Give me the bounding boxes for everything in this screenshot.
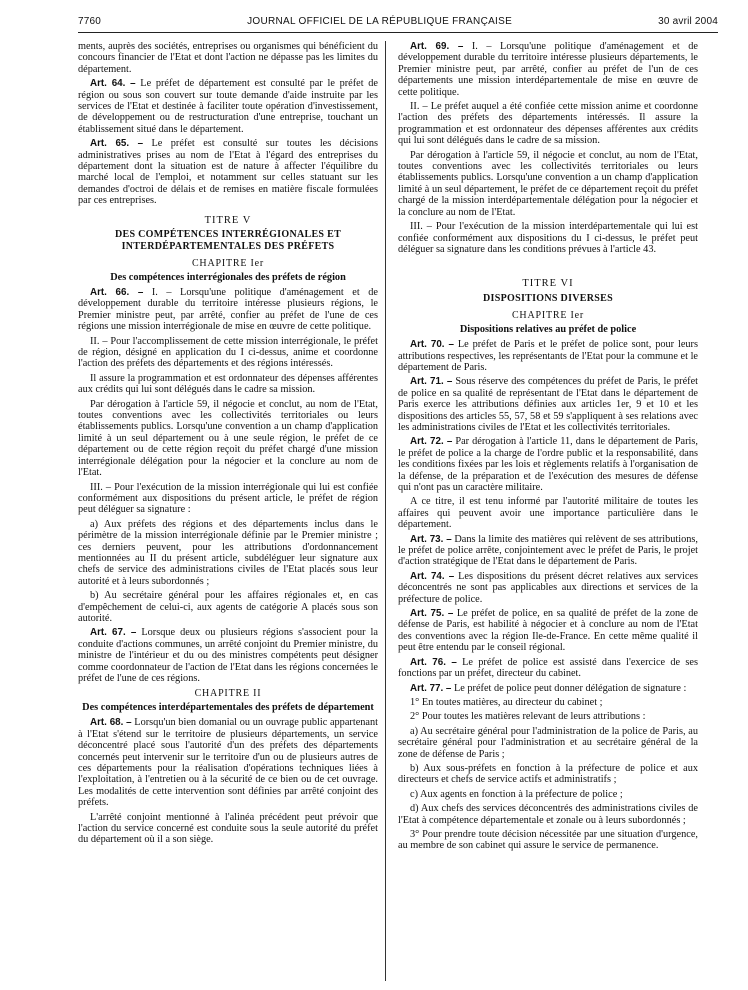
article-label: Art. 77. – xyxy=(410,682,452,694)
article-68 xyxy=(78,717,378,808)
article-text: Le préfet de Paris et le préfet de police sont, pour leurs attributions respectives, les représentants de l'Etat pour la commune et le département de Paris. xyxy=(398,339,698,373)
paragraph: Par dérogation à l'article 59, il négocie et conclut, au nom de l'Etat, toutes conventions avec les collectivités territoriales ou leurs établissements publics. Lorsqu'une convention a un champ d'application limité à un seul département, le préfet de ce département reçoit du préfet chargé de la mission interdépartementale délégation pour la négocier et la conclure au nom de l'Etat. xyxy=(398,149,698,218)
paragraph: L'arrêté conjoint mentionné à l'alinéa précédent peut prévoir que l'action du service concerné est conduite sous la seule autorité du préfet du département où il a son siège. xyxy=(78,811,378,846)
paragraph: III. – Pour l'exécution de la mission interrégionale qui lui est confiée conformément aux dispositions du présent article, le préfet de région peut déléguer sa signature : xyxy=(78,481,378,516)
chapter-subheading: Des compétences interrégionales des préfets de région xyxy=(110,271,346,283)
article-77 xyxy=(398,683,698,694)
article-74 xyxy=(398,571,698,605)
right-column xyxy=(386,41,698,981)
article-text: I. – Lorsqu'une politique d'aménagement et de développement durable du territoire intéresse plusieurs régions, le Premier ministre peut, par arrêté, confier au préfet de l'une de ces régions une mission interrégionale de mise en œuvre de cette politique. xyxy=(78,287,378,333)
article-text: Le préfet de département est consulté par le préfet de région ou sous son couvert sur toute demande d'aide instruite par les services de l'Etat et destinée à faciliter toute opération d'investissement, de développement ou de restructuration d'une entreprise, touchant un établissement situé dans le département. xyxy=(78,78,378,135)
article-70 xyxy=(398,339,698,373)
paragraph: A ce titre, il est tenu informé par l'autorité militaire de toutes les affaires qui peuvent avoir une importance particulière dans le département. xyxy=(398,496,698,531)
page-number: 7760 xyxy=(78,16,102,27)
titre-heading: TITRE VI xyxy=(522,278,574,290)
article-76 xyxy=(398,657,698,680)
list-item: a) Aux préfets des régions et des départements inclus dans le périmètre de la mission interrégionale définie par le Premier ministre ; ces derniers peuvent, pour les attributions d'ordonnancement mentionnées au II du présent article, subdéléguer leur signature aux chefs de service des administrations civiles de l'Etat placés sous leur autorité et à leurs subordonnés ; xyxy=(78,518,378,587)
article-text: Sous réserve des compétences du préfet de Paris, le préfet de police en sa qualité de représentant de l'Etat dans le département de Paris exerce les attributions définies aux articles 1er, 9 et 10 et les dispositions des articles 55, 57, 58 et 59 s'appliquent à ses relations avec les administrations civiles de l'Etat et les collectivités territoriales. xyxy=(398,376,699,433)
list-item: c) Aux agents en fonction à la préfecture de police ; xyxy=(410,788,623,800)
article-label: Art. 73. – xyxy=(410,533,452,545)
article-label: Art. 64. – xyxy=(90,78,136,90)
article-label: Art. 65. – xyxy=(90,138,144,150)
article-text: Par dérogation à l'article 11, dans le département de Paris, le préfet de police a la charge de l'ordre public et la responsabilité, dans les conditions fixées par les lois et règlements relatifs à l'organisation de la défense, de la préparation et de l'exécution des mesures de défense qui n'ont pas un caractère militaire. xyxy=(398,436,698,493)
list-item: b) Aux sous-préfets en fonction à la préfecture de police et aux directeurs et chefs de service actifs et administratifs ; xyxy=(398,762,698,786)
list-item: 3° Pour prendre toute décision nécessitée par une situation d'urgence, au membre de son cabinet qui assure le service de permanence. xyxy=(398,828,698,852)
list-item: b) Au secrétaire général pour les affaires régionales et, en cas d'empêchement de celui-ci, aux agents de catégorie A placés sous son autorité. xyxy=(78,590,378,624)
article-label: Art. 71. – xyxy=(410,376,453,388)
paragraph: II. – Le préfet auquel a été confiée cette mission anime et coordonne l'action des préfets des départements intéressés. Il assure la programmation et est ordonnateur des dépenses afférentes aux crédits qui lui sont délégués dans le cadre de sa mission. xyxy=(398,101,698,147)
chapter-subheading: Des compétences interdépartementales des préfets de département xyxy=(82,701,374,713)
article-65 xyxy=(78,138,378,206)
article-label: Art. 68. – xyxy=(90,717,132,729)
paragraph: III. – Pour l'exécution de la mission interdépartementale qui lui est confiée conformément aux dispositions du I ci-dessus, le préfet peut déléguer sa signature dans les conditions prévues à l'article 43. xyxy=(398,221,698,255)
list-item: 1° En toutes matières, au directeur du cabinet ; xyxy=(410,696,603,708)
article-75 xyxy=(398,608,698,654)
column-divider xyxy=(385,41,386,981)
article-text: Lorsque deux ou plusieurs régions s'associent pour la conduite d'actions communes, un arrêté conjoint du Premier ministre, du ministre de l'intérieur et du ou des ministres compétents peut désigner comme coordonnateur de l'action de l'Etat dans les régions concernées le préfet de l'une de ces régions. xyxy=(78,627,378,684)
article-69 xyxy=(398,41,698,98)
titre-subheading: DES COMPÉTENCES INTERRÉGIONALES ET INTERDÉPARTEMENTALES DES PRÉFETS xyxy=(114,229,342,252)
page-header xyxy=(78,16,718,33)
left-column xyxy=(78,41,386,981)
article-label: Art. 66. – xyxy=(90,287,144,298)
article-71 xyxy=(398,376,698,433)
article-label: Art. 74. – xyxy=(410,570,455,582)
paragraph: ments, auprès des sociétés, entreprises ou organismes qui bénéficient du concours financier de l'Etat et dont l'action ne dépasse pas les limites du département. xyxy=(78,41,378,75)
list-item: d) Aux chefs des services déconcentrés des administrations civiles de l'Etat à compétence départementale et zonale ou à leurs subordonnés ; xyxy=(398,803,698,826)
article-label: Art. 75. – xyxy=(410,608,454,620)
text-columns xyxy=(78,41,718,981)
article-label: Art. 72. – xyxy=(410,436,453,448)
article-64 xyxy=(78,78,378,135)
article-66 xyxy=(78,287,378,333)
article-text: I. – Lorsqu'une politique d'aménagement et de développement durable du territoire intéresse plusieurs départements, le Premier ministre peut, par arrêté, confier au préfet de l'un de ces départements une mission interdépartementale de mise en œuvre de cette politique. xyxy=(398,41,698,98)
chapter-heading: CHAPITRE Ier xyxy=(191,258,265,270)
titre-heading: TITRE V xyxy=(204,214,252,226)
article-text: Le préfet de police, en sa qualité de préfet de la zone de défense de Paris, est habilité à négocier et à conclure au nom de l'Etat des conventions avec la région Ile-de-France. En cette même qualité il peut être entendu par le conseil régional. xyxy=(398,608,698,654)
article-73 xyxy=(398,534,698,568)
chapter-heading: CHAPITRE II xyxy=(194,688,262,700)
article-text: Lorsqu'un bien domanial ou un ouvrage public appartenant à l'Etat s'étend sur le territoire de plusieurs départements, un service déconcentré placé sous l'autorité d'un des préfets des départements concernés peut intervenir sur le territoire d'un ou de plusieurs autres de ces départements pour la réalisation d'opérations techniques liées à l'exploitation, à l'entretien ou à la sécurité de ce bien ou de cet ouvrage. Les modalités de cette intervention sont définies par arrêté conjoint des préfets. xyxy=(78,717,378,809)
paragraph: II. – Pour l'accomplissement de cette mission interrégionale, le préfet de région, désigné en application du I ci-dessus, anime et coordonne l'action des préfets des départements et des régions intéressés. xyxy=(78,335,378,370)
article-label: Art. 70. – xyxy=(410,339,454,351)
article-label: Art. 69. – xyxy=(410,41,464,52)
article-text: Le préfet de police est assisté dans l'exercice de ses fonctions par un préfet, directeur du cabinet. xyxy=(398,656,698,680)
titre-subheading: DISPOSITIONS DIVERSES xyxy=(483,292,613,304)
list-item: 2° Pour toutes les matières relevant de leurs attributions : xyxy=(410,711,646,723)
article-67 xyxy=(78,627,378,684)
list-item: a) Au secrétaire général pour l'administration de la police de Paris, au secrétaire général pour l'administration et au secrétaire général de la zone de défense de Paris ; xyxy=(398,725,698,760)
article-text: Le préfet de police peut donner délégation de signature : xyxy=(451,682,687,694)
paragraph: Par dérogation à l'article 59, il négocie et conclut, au nom de l'Etat, toutes conventions avec les collectivités territoriales ou leurs établissements publics. Lorsqu'une convention a un champ d'application limité à un seul département ou à une seule région, le préfet de ce département ou de cette région reçoit du préfet chargé d'une mission interrégionale délégation pour la négocier et la conclure au nom de l'Etat. xyxy=(78,398,378,479)
article-label: Art. 67. – xyxy=(90,627,137,639)
article-label: Art. 76. – xyxy=(410,656,457,668)
chapter-heading: CHAPITRE Ier xyxy=(511,310,585,322)
journal-title: JOURNAL OFFICIEL DE LA RÉPUBLIQUE FRANÇAISE xyxy=(247,16,513,27)
chapter-subheading: Dispositions relatives au préfet de police xyxy=(459,323,637,335)
issue-date: 30 avril 2004 xyxy=(658,16,718,27)
article-72 xyxy=(398,436,698,493)
article-text: Le préfet est consulté sur toutes les décisions administratives prises au nom de l'Etat à l'égard des entreprises du département dont la situation est de nature à affecter l'équilibre du marché local de l'emploi, et notamment sur celles statuant sur les demandes d'octroi de délais et de remises en matière fiscale formulées par ces entreprises. xyxy=(78,138,378,207)
paragraph: Il assure la programmation et est ordonnateur des dépenses afférentes aux crédits qui lui sont délégués dans le cadre sa mission. xyxy=(78,372,378,396)
article-text: Les dispositions du présent décret relatives aux services déconcentrés ne sont pas applicables aux directions et services de la préfecture de police. xyxy=(398,570,698,605)
article-text: Dans la limite des matières qui relèvent de ses attributions, le préfet de police arrête, conjointement avec le préfet de Paris, le projet d'action stratégique de l'Etat dans le département de Paris. xyxy=(398,533,699,568)
